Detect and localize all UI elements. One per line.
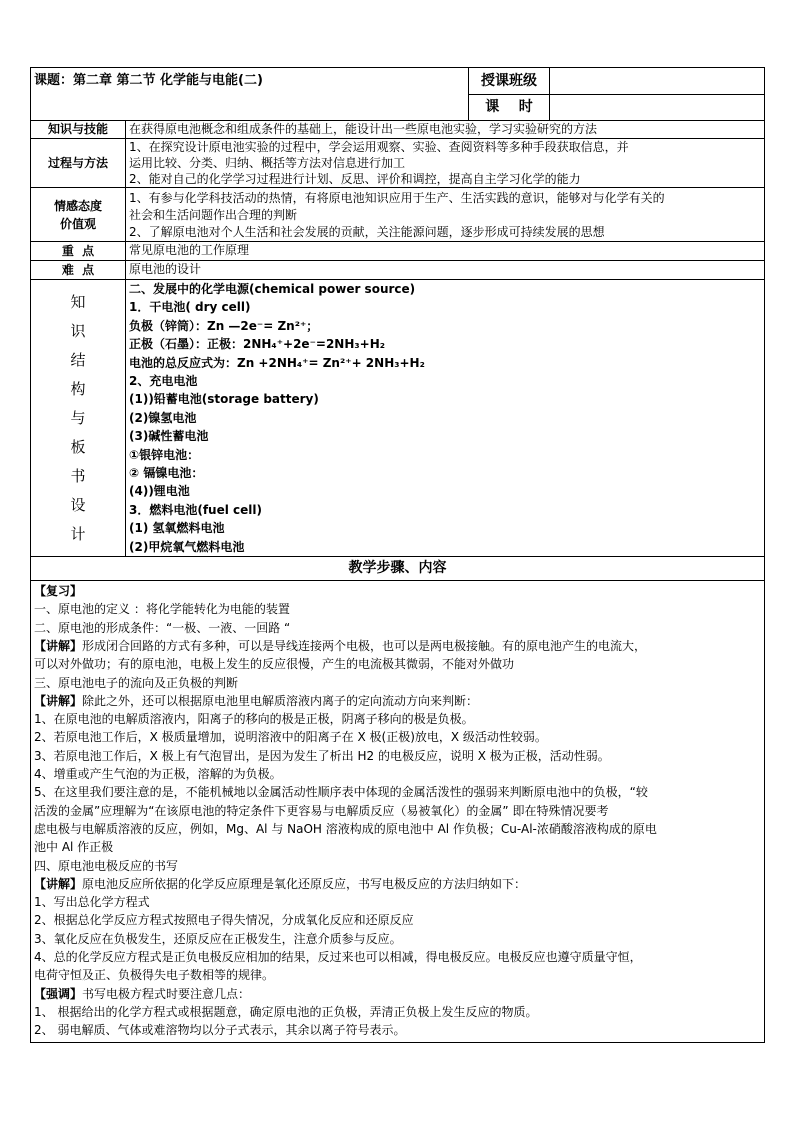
step-text: 活泼的金属”应理解为“在该原电池的特定条件下更容易与电解质反应（易被氧化）的金属” 即在特殊情况要考 [34,803,609,818]
step-text: 2、若原电池工作后，X 极质量增加，说明溶液中的阳离子在 X 极(正极)放电，X 级活动性较弱。 [34,730,547,745]
teaching-steps-title: 教学步骤、内容 [31,557,765,581]
knowledge-line: 3．燃料电池(fuel cell) [129,502,262,517]
step-line [34,747,761,765]
step-text: 四、原电池电极反应的书写 [34,858,179,873]
step-text: 电荷守恒及正、负极得失电子数相等的规律。 [34,968,275,983]
step-line [34,802,761,820]
step-line [34,637,761,655]
step-text: 除此之外，还可以根据原电池里电解质溶液内离子的定向流动方向来判断： [82,693,479,708]
step-line [34,875,761,893]
knowledge-line: 负极（锌筒）：Zn —2e⁻= Zn²⁺； [129,318,319,333]
knowledge-line: (4))锂电池 [129,484,190,499]
step-text: 3、氧化反应在负极发生，还原反应在正极发生，注意介质参与反应。 [34,931,402,946]
lesson-title: 课题：第二章 第二节 化学能与电能(二) [31,68,469,121]
step-line [34,765,761,783]
step-text: 2、根据总化学反应方程式按照电子得失情况，分成氧化反应和还原反应 [34,913,414,928]
period-value [550,95,765,121]
step-text: 一、原电池的定义 ：将化学能转化为电能的装置 [34,602,290,617]
knowledge-structure-content [126,280,765,557]
lesson-plan-table [30,67,765,1043]
step-line [34,966,761,984]
step-line [34,600,761,618]
attitude-label-line: 情感态度 [53,198,102,213]
teaching-steps-content [31,581,765,1042]
process-method-text [126,139,765,188]
step-text: 1、在原电池的电解质溶液内，阳离子的移向的极是正极，阴离子移向的极是负极。 [34,712,474,727]
attitude-line: 2、了解原电池对个人生活和社会发展的贡献，关注能源问题，逐步形成可持续发展的思想 [129,225,605,239]
step-tag: 【强调】 [34,986,83,1001]
process-method-label: 过程与方法 [31,139,126,188]
process-line: 1、在探究设计原电池实验的过程中，学会运用观察、实验、查阅资料等多种手段获取信息，并 [129,140,629,154]
step-tag: 【讲解】 [34,876,83,891]
difficult-point-text: 原电池的设计 [126,261,765,280]
key-point-text: 常见原电池的工作原理 [126,242,765,261]
step-line [34,783,761,801]
knowledge-line: ①银锌电池： [129,447,200,462]
knowledge-structure-label [31,280,126,557]
attitude-line: 社会和生活问题作出合理的判断 [129,208,298,222]
step-text: 虑电极与电解质溶液的反应，例如，Mg、Al 与 NaOH 溶液构成的原电池中 Al 作负极；Cu-Al-浓硝酸溶液构成的原电 [34,821,657,836]
step-text: 书写电极方程式时要注意几点： [82,986,251,1001]
step-text: 三、原电池电子的流向及正负极的判断 [34,675,239,690]
attitude-label-line: 价值观 [59,216,96,231]
class-value [550,68,765,95]
period-label: 课 时 [469,95,550,121]
knowledge-line: 二、发展中的化学电源(chemical power source) [129,282,416,296]
step-line [34,1021,761,1039]
step-tag: 【讲解】 [34,638,83,653]
step-text: 4、总的化学反应方程式是正负电极反应相加的结果，反过来也可以相减，得电极反应。电极反应也遵守质量守恒， [34,950,642,965]
step-text: 形成闭合回路的方式有多种，可以是导线连接两个电极，也可以是两电极接触。有的原电池产生的电流大， [82,638,647,653]
knowledge-line: 电池的总反应式为：Zn +2NH₄⁺= Zn²⁺+ 2NH₃+H₂ [129,355,425,370]
label-char: 构 [70,379,86,398]
step-line [34,930,761,948]
step-line [34,838,761,856]
lesson-plan-sheet [30,67,764,1043]
label-char: 板 [70,437,86,456]
step-text: 池中 Al 作正极 [34,840,114,855]
step-line [34,728,761,746]
step-text: 1、 根据给出的化学方程式或根据题意，确定原电池的正负极，弄清正负极上发生反应的物质。 [34,1004,538,1019]
step-tag: 【复习】 [34,584,83,599]
step-line [34,692,761,710]
label-char: 与 [70,408,86,427]
process-line: 运用比较、分类、归纳、概括等方法对信息进行加工 [129,156,406,170]
knowledge-line: (1))铅蓄电池(storage battery) [129,392,319,407]
knowledge-line: (2)镍氢电池 [129,410,197,425]
knowledge-line: 1．干电池( dry cell) [129,300,251,315]
step-line [34,619,761,637]
step-text: 可以对外做功；有的原电池，电极上发生的反应很慢，产生的电流极其微弱，不能对外做功 [34,657,515,672]
step-text: 5、在这里我们要注意的是，不能机械地以金属活动性顺序表中体现的金属活泼性的强弱来判断原电池中的负极，“较 [34,785,648,800]
key-point-label: 重 点 [31,242,126,261]
step-tag: 【讲解】 [34,693,83,708]
step-line [34,893,761,911]
difficult-point-label: 难 点 [31,261,126,280]
step-line [34,985,761,1003]
knowledge-line: ② 镉镍电池： [129,466,204,481]
knowledge-line: (3)碱性蓄电池 [129,429,209,444]
attitude-label [31,188,126,242]
knowledge-line: (1) 氢氧燃料电池 [129,521,225,536]
label-char: 书 [70,466,86,485]
class-label: 授课班级 [469,68,550,95]
knowledge-skills-label: 知识与技能 [31,121,126,139]
step-line [34,710,761,728]
label-char: 结 [70,350,86,369]
step-line [34,948,761,966]
step-text: 3、若原电池工作后，X 极上有气泡冒出，是因为发生了析出 H2 的电极反应，说明 X 极为正极，活动性弱。 [34,748,610,763]
step-text: 4、增重或产生气泡的为正极，溶解的为负极。 [34,767,282,782]
attitude-text [126,188,765,242]
step-line [34,1003,761,1021]
step-text: 原电池反应所依据的化学反应原理是氧化还原反应，书写电极反应的方法归纳如下： [82,876,527,891]
step-line [34,820,761,838]
step-line [34,582,761,600]
step-line [34,857,761,875]
step-text: 2、 弱电解质、气体或难溶物均以分子式表示，其余以离子符号表示。 [34,1023,406,1038]
step-line [34,674,761,692]
process-line: 2、能对自己的化学学习过程进行计划、反思、评价和调控，提高自主学习化学的能力 [129,172,581,186]
knowledge-line: 正极（石墨）：正极：2NH₄⁺+2e⁻=2NH₃+H₂ [129,337,386,352]
knowledge-line: 2、充电电池 [129,374,198,389]
label-char: 知 [70,292,86,311]
label-char: 识 [70,321,86,340]
step-text: 二、原电池的形成条件：“一极、一液、一回路 “ [34,620,291,635]
step-line [34,911,761,929]
knowledge-line: (2)甲烷氧气燃料电池 [129,539,245,554]
label-char: 设 [70,495,86,514]
attitude-line: 1、有参与化学科技活动的热情，有将原电池知识应用于生产、生活实践的意识，能够对与化学有关的 [129,191,665,205]
step-line [34,655,761,673]
step-text: 1、写出总化学方程式 [34,895,150,910]
knowledge-skills-text: 在获得原电池概念和组成条件的基础上，能设计出一些原电池实验，学习实验研究的方法 [126,121,765,139]
label-char: 计 [70,524,86,543]
